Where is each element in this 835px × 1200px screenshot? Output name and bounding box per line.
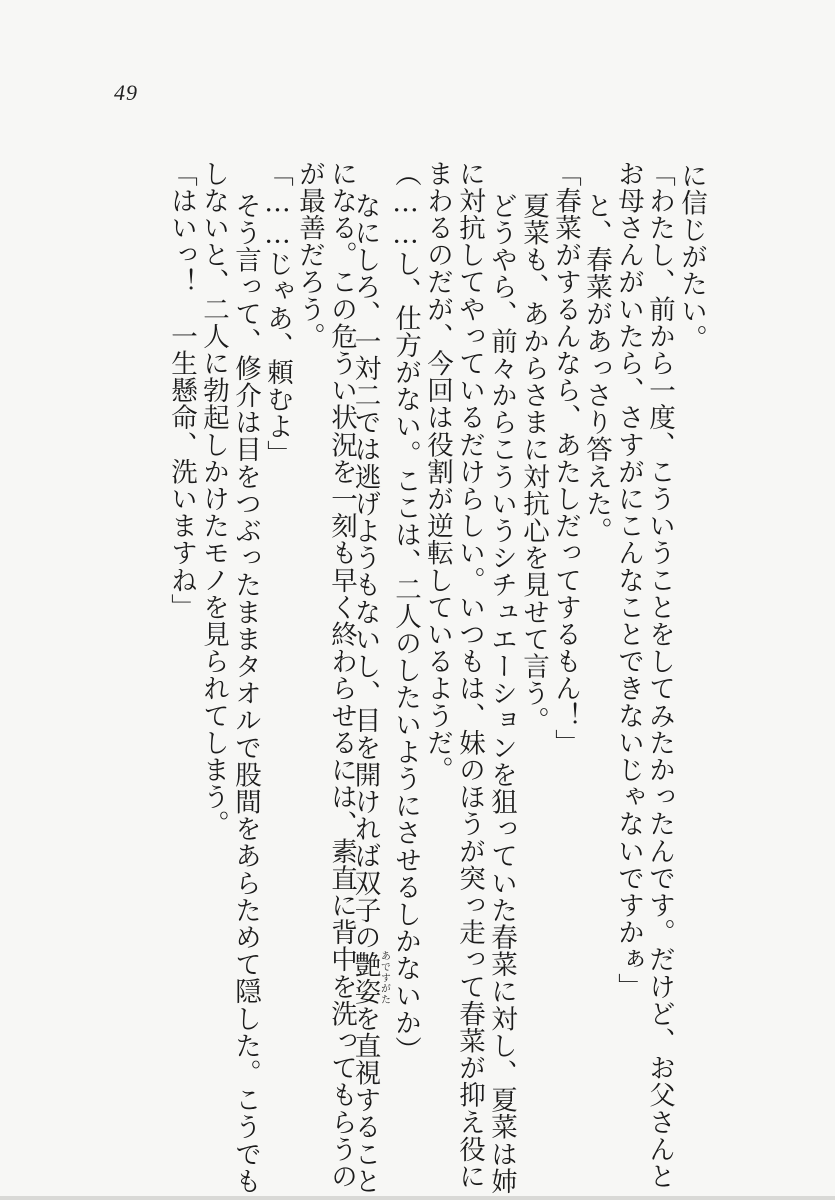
text-line-2: 「わたし、前から一度、こういうことをしてみたかったんです。だけど、お父さんと [644,160,675,1190]
page-number: 49 [114,80,138,105]
text-line-10: （……し、仕方がない。ここは、二人のしたいようにさせるしかないか） [390,160,421,1064]
page-bottom-edge [0,1196,835,1200]
text-line-14: 「……じゃあ、頼むよ」 [262,160,293,468]
text-line-1: に信じがたい。 [676,162,707,352]
text-line-9: まわるのだが、今回は役割が逆転しているようだ。 [422,160,453,784]
text-line-3: お母さんがいたら、さすがにこんなことできないじゃないですかぁ」 [613,160,644,1001]
text-line-11: なにしろ、一対二では逃げようもないし、目を開ければ双子の艶姿あですがたを直視すること [349,192,390,1195]
text-line-16: しないと、二人に勃起しかけたモノを見られてしまう。 [198,160,229,838]
text-line-17: 「はいっ！ 一生懸命、洗いますね」 [166,160,197,621]
text-line-12: になる。この危うい状況を一刻も早く終わらせるには、素直に背中を洗ってもらうの [326,160,357,1190]
text-line-6: 夏菜も、あからさまに対抗心を見せて言う。 [518,192,549,734]
ruby-annotation: 艶姿あですがた [349,950,390,1006]
text-line-15: そう言って、修介は目をつぶったままタオルで股間をあらためて隠した。こうでも [230,192,261,1195]
text-line-5: 「春菜がするんなら、あたしだってするもん！」 [550,160,581,757]
text-line-7: どうやら、前々からこういうシチュエーションを狙っていた春菜に対し、夏菜は姉 [486,192,517,1195]
text-line-4: と、春菜があっさり答えた。 [581,192,612,545]
text-line-13: が最善だろう。 [294,160,325,350]
text-line-8: に対抗してやっているだけらしい。いつもは、妹のほうが突っ走って春菜が抑え役に [454,160,485,1190]
